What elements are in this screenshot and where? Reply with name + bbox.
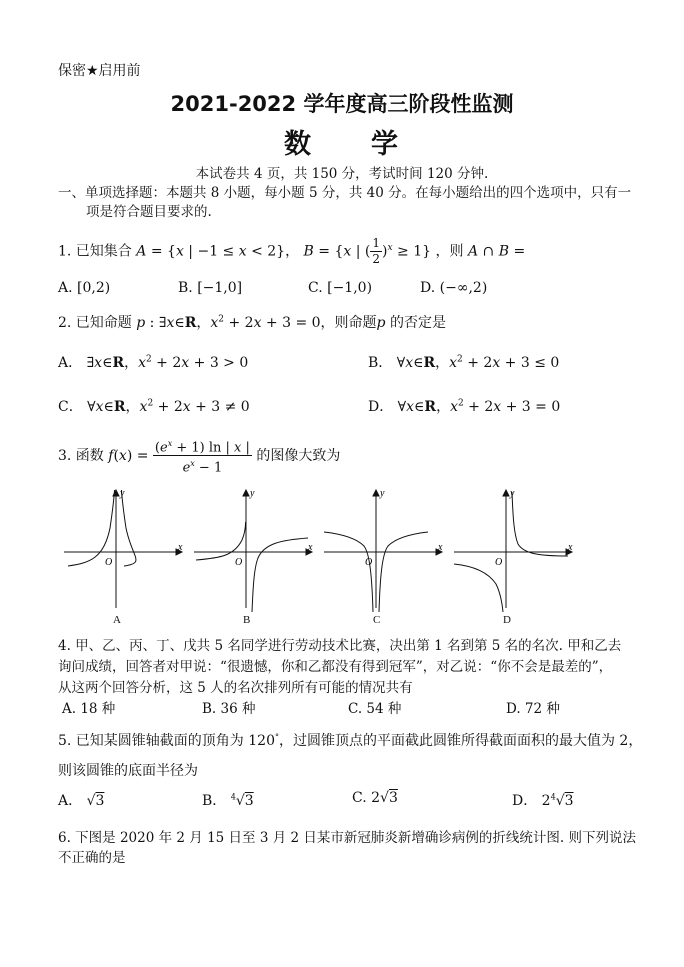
svg-text:x: x: [178, 542, 183, 553]
graph-label-a: A: [113, 614, 121, 626]
q2-option-d[interactable]: D． ∀x∈R，$x^2 + 2x + 3 = 0$: [368, 398, 561, 415]
svg-text:y: y: [380, 488, 385, 499]
svg-text:O: O: [235, 557, 243, 568]
graph-label-c: C: [373, 614, 381, 626]
question-4-line3: 从这两个回答分析，这 5 人的名次排列所有可能的情况共有: [58, 680, 413, 696]
q2-option-b[interactable]: B． ∀x∈R，$x^2 + 2x + 3 \le 0$: [368, 354, 560, 371]
graph-label-b: B: [243, 614, 251, 626]
question-5-line1: 5. 已知某圆锥轴截面的顶角为 120°，过圆锥顶点的平面截此圆锥所得截面面积的最大值为 2，: [58, 732, 643, 749]
confidential-label: 保密★启用前: [58, 63, 141, 79]
question-4-line1: 4. 甲、乙、丙、丁、戊共 5 名同学进行劳动技术比赛，决出第 1 名到第 5 名的名次. 甲和乙去: [58, 638, 622, 654]
section-heading-line1: 一、单项选择题：本题共 8 小题，每小题 5 分，共 40 分。在每小题给出的四个选项中，只有一: [58, 185, 632, 201]
question-6-line2: 不正确的是: [58, 850, 126, 866]
svg-text:x: x: [568, 542, 573, 553]
q5-option-b[interactable]: B． $^4$√3: [202, 792, 254, 809]
svg-text:y: y: [120, 488, 125, 499]
q5-option-a[interactable]: A． √3: [58, 793, 105, 809]
question-1-stem: 1. 已知集合 A = {x | −1 ≤ x < 2}， B = {x | ( $\frac{1}{2}$ )$^x$ ≥ 1} ，则 A ∩ B =: [58, 236, 526, 266]
svg-text:y: y: [510, 488, 515, 499]
q4-option-d[interactable]: D. 72 种: [506, 701, 560, 717]
exam-info: 本试卷共 4 页，共 150 分，考试时间 120 分钟.: [195, 166, 489, 182]
q5-option-c[interactable]: C. 2√3: [352, 790, 398, 806]
graph-option-d[interactable]: [450, 488, 578, 616]
svg-text:x: x: [308, 542, 313, 553]
svg-text:O: O: [365, 557, 373, 568]
svg-text:O: O: [495, 557, 503, 568]
graph-option-a[interactable]: [60, 488, 188, 616]
exam-title: 2021-2022 学年度高三阶段性监测: [170, 92, 514, 116]
question-4-line2: 询问成绩，回答者对甲说：“很遗憾，你和乙都没有得到冠军”，对乙说：“你不会是最差的”，: [58, 659, 613, 675]
question-3-stem: 3. 函数 f(x) = $\frac{(e^x + 1) \ln | x |}{e^x - 1}$ 的图像大致为: [58, 436, 340, 476]
q2-option-c[interactable]: C． ∀x∈R，$x^2 + 2x + 3 \ne 0$: [58, 398, 250, 415]
q5-option-d[interactable]: D． $2^4√3$: [512, 792, 574, 809]
svg-text:O: O: [105, 557, 113, 568]
q1-option-b[interactable]: B. [−1,0]: [178, 280, 243, 296]
q4-option-a[interactable]: A. 18 种: [62, 701, 116, 717]
section-heading-line2: 项是符合题目要求的.: [86, 204, 212, 220]
q4-option-c[interactable]: C. 54 种: [348, 701, 402, 717]
q1-option-a[interactable]: A. [0,2): [58, 280, 111, 296]
question-6-line1: 6. 下图是 2020 年 2 月 15 日至 3 月 2 日某市新冠肺炎新增确诊病例的折线统计图. 则下列说法: [58, 830, 636, 846]
subject-title: 数 学: [284, 129, 400, 160]
q4-option-b[interactable]: B. 36 种: [202, 701, 256, 717]
q1-option-c[interactable]: C. [−1,0): [308, 280, 373, 296]
question-5-line2: 则该圆锥的底面半径为: [58, 763, 198, 779]
q2-option-a[interactable]: A． ∃x∈R，$x^2 + 2x + 3 > 0$: [58, 354, 249, 371]
graph-option-b[interactable]: [190, 488, 318, 616]
graph-label-d: D: [503, 614, 511, 626]
svg-text:y: y: [250, 488, 255, 499]
q1-option-d[interactable]: D. (−∞,2): [420, 280, 488, 296]
question-2-stem: 2. 已知命题 p : ∃x∈R，$x^2 + 2x + 3 = 0$，则命题p 的否定是: [58, 314, 446, 331]
graph-option-c[interactable]: [320, 488, 448, 616]
svg-text:x: x: [438, 542, 443, 553]
